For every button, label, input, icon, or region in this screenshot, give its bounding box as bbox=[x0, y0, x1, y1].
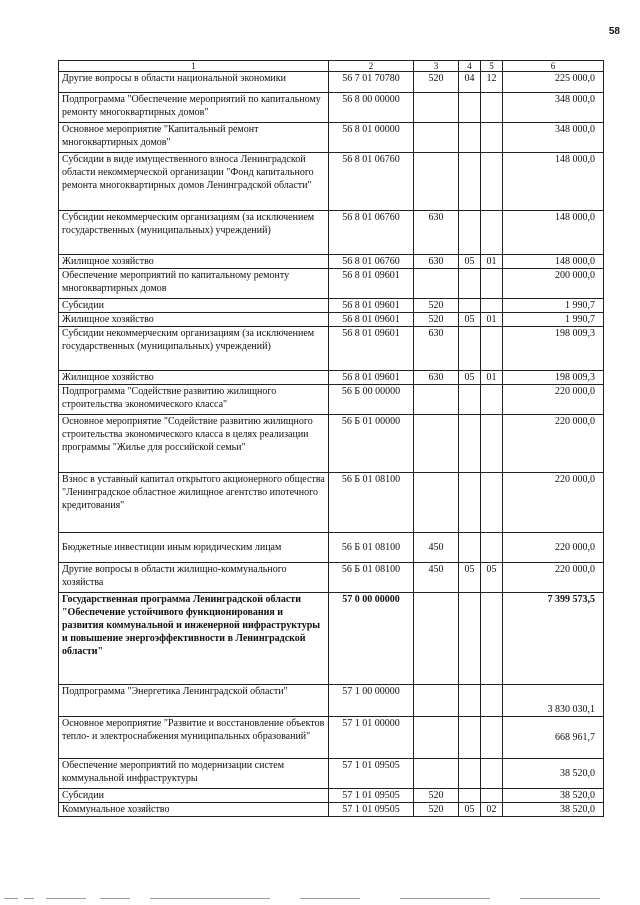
row-code: 56 8 01 09601 bbox=[329, 313, 414, 327]
row-code: 56 8 00 00000 bbox=[329, 93, 414, 123]
scan-mark bbox=[520, 898, 600, 899]
row-sum: 198 009,3 bbox=[503, 327, 604, 371]
row-expense-type: 520 bbox=[414, 313, 459, 327]
row-expense-type bbox=[414, 93, 459, 123]
table-row bbox=[59, 269, 604, 299]
table-row bbox=[59, 415, 604, 473]
row-subsection bbox=[481, 759, 503, 789]
table-row bbox=[59, 255, 604, 269]
row-sum: 220 000,0 bbox=[503, 415, 604, 473]
row-name: Субсидии bbox=[59, 299, 329, 313]
row-section bbox=[459, 123, 481, 153]
row-section bbox=[459, 415, 481, 473]
row-sum: 200 000,0 bbox=[503, 269, 604, 299]
row-code: 56 Б 00 00000 bbox=[329, 385, 414, 415]
header-cell: 3 bbox=[414, 61, 459, 72]
row-subsection bbox=[481, 385, 503, 415]
row-code: 56 Б 01 08100 bbox=[329, 533, 414, 563]
row-code: 56 Б 01 08100 bbox=[329, 563, 414, 593]
row-section bbox=[459, 759, 481, 789]
row-expense-type: 520 bbox=[414, 803, 459, 817]
row-expense-type: 630 bbox=[414, 255, 459, 269]
row-name: Подпрограмма "Содействие развитию жилищного строительства экономического класса" bbox=[59, 385, 329, 415]
row-sum: 3 830 030,1 bbox=[503, 685, 604, 717]
row-expense-type: 520 bbox=[414, 72, 459, 93]
row-section bbox=[459, 593, 481, 685]
row-code: 56 7 01 70780 bbox=[329, 72, 414, 93]
row-subsection bbox=[481, 593, 503, 685]
row-code: 56 Б 01 00000 bbox=[329, 415, 414, 473]
page-number: 58 bbox=[608, 26, 620, 37]
scan-mark bbox=[300, 898, 360, 899]
row-sum: 1 990,7 bbox=[503, 299, 604, 313]
row-name: Бюджетные инвестиции иным юридическим лицам bbox=[59, 533, 329, 563]
row-code: 56 8 01 09601 bbox=[329, 371, 414, 385]
row-code: 56 8 01 06760 bbox=[329, 211, 414, 255]
row-code: 57 1 00 00000 bbox=[329, 685, 414, 717]
row-section bbox=[459, 685, 481, 717]
row-subsection bbox=[481, 533, 503, 563]
row-sum: 38 520,0 bbox=[503, 759, 604, 789]
scan-mark bbox=[100, 898, 130, 899]
row-expense-type: 630 bbox=[414, 211, 459, 255]
row-name: Основное мероприятие "Капитальный ремонт многоквартирных домов" bbox=[59, 123, 329, 153]
row-code: 57 1 01 00000 bbox=[329, 717, 414, 759]
scan-mark bbox=[400, 898, 490, 899]
row-expense-type bbox=[414, 593, 459, 685]
row-sum: 225 000,0 bbox=[503, 72, 604, 93]
row-sum: 220 000,0 bbox=[503, 473, 604, 533]
row-name: Другие вопросы в области национальной экономики bbox=[59, 72, 329, 93]
row-name: Обеспечение мероприятий по модернизации систем коммунальной инфраструктуры bbox=[59, 759, 329, 789]
row-code: 57 1 01 09505 bbox=[329, 789, 414, 803]
row-sum: 220 000,0 bbox=[503, 385, 604, 415]
row-section bbox=[459, 153, 481, 211]
row-sum: 38 520,0 bbox=[503, 789, 604, 803]
row-subsection bbox=[481, 123, 503, 153]
row-expense-type bbox=[414, 415, 459, 473]
row-expense-type bbox=[414, 153, 459, 211]
table-row bbox=[59, 803, 604, 817]
header-cell: 6 bbox=[503, 61, 604, 72]
row-code: 56 8 01 09601 bbox=[329, 327, 414, 371]
scan-mark bbox=[150, 898, 270, 899]
row-sum: 38 520,0 bbox=[503, 803, 604, 817]
row-subsection bbox=[481, 327, 503, 371]
row-code: 57 0 00 00000 bbox=[329, 593, 414, 685]
row-sum: 220 000,0 bbox=[503, 533, 604, 563]
row-code: 56 8 01 09601 bbox=[329, 269, 414, 299]
scan-mark bbox=[24, 898, 34, 899]
table-row bbox=[59, 123, 604, 153]
row-sum: 348 000,0 bbox=[503, 123, 604, 153]
row-subsection bbox=[481, 299, 503, 313]
table-row bbox=[59, 211, 604, 255]
table-row bbox=[59, 93, 604, 123]
row-subsection bbox=[481, 269, 503, 299]
header-cell: 4 bbox=[459, 61, 481, 72]
row-sum: 348 000,0 bbox=[503, 93, 604, 123]
row-expense-type bbox=[414, 269, 459, 299]
row-code: 57 1 01 09505 bbox=[329, 759, 414, 789]
row-section: 04 bbox=[459, 72, 481, 93]
row-sum: 220 000,0 bbox=[503, 563, 604, 593]
row-subsection: 01 bbox=[481, 313, 503, 327]
budget-table bbox=[58, 60, 604, 817]
row-subsection bbox=[481, 93, 503, 123]
row-expense-type: 450 bbox=[414, 533, 459, 563]
row-name: Жилищное хозяйство bbox=[59, 371, 329, 385]
row-subsection: 01 bbox=[481, 255, 503, 269]
row-sum: 198 009,3 bbox=[503, 371, 604, 385]
row-expense-type bbox=[414, 685, 459, 717]
row-name: Подпрограмма "Обеспечение мероприятий по капитальному ремонту многоквартирных домов" bbox=[59, 93, 329, 123]
table-header-row bbox=[59, 61, 604, 72]
table-row bbox=[59, 385, 604, 415]
row-section bbox=[459, 211, 481, 255]
row-name: Субсидии некоммерческим организациям (за исключением государственных (муниципальных) учреждений) bbox=[59, 327, 329, 371]
table-row bbox=[59, 72, 604, 93]
row-section: 05 bbox=[459, 563, 481, 593]
row-subsection bbox=[481, 211, 503, 255]
row-sum: 1 990,7 bbox=[503, 313, 604, 327]
row-name: Подпрограмма "Энергетика Ленинградской области" bbox=[59, 685, 329, 717]
row-section bbox=[459, 299, 481, 313]
row-section bbox=[459, 385, 481, 415]
table-row bbox=[59, 153, 604, 211]
row-code: 56 8 01 06760 bbox=[329, 255, 414, 269]
table-row bbox=[59, 685, 604, 717]
row-subsection bbox=[481, 789, 503, 803]
table-row bbox=[59, 371, 604, 385]
row-expense-type: 450 bbox=[414, 563, 459, 593]
row-subsection: 01 bbox=[481, 371, 503, 385]
row-name: Основное мероприятие "Содействие развитию жилищного строительства экономического класса в целях реализации программы "Жилье для российской семьи" bbox=[59, 415, 329, 473]
row-name: Жилищное хозяйство bbox=[59, 313, 329, 327]
row-section bbox=[459, 789, 481, 803]
row-name: Субсидии некоммерческим организациям (за исключением государственных (муниципальных) учреждений) bbox=[59, 211, 329, 255]
row-section bbox=[459, 717, 481, 759]
row-section: 05 bbox=[459, 371, 481, 385]
scan-mark bbox=[4, 898, 18, 899]
row-sum: 148 000,0 bbox=[503, 211, 604, 255]
row-name: Коммунальное хозяйство bbox=[59, 803, 329, 817]
row-subsection bbox=[481, 415, 503, 473]
row-name: Взнос в уставный капитал открытого акционерного общества "Ленинградское областное жилищное агентство ипотечного кредитования" bbox=[59, 473, 329, 533]
row-subsection: 05 bbox=[481, 563, 503, 593]
row-sum: 148 000,0 bbox=[503, 153, 604, 211]
row-expense-type bbox=[414, 717, 459, 759]
row-expense-type bbox=[414, 759, 459, 789]
scan-edge-marks bbox=[0, 895, 640, 903]
row-expense-type bbox=[414, 385, 459, 415]
header-cell: 2 bbox=[329, 61, 414, 72]
row-section: 05 bbox=[459, 803, 481, 817]
table-row bbox=[59, 313, 604, 327]
row-code: 57 1 01 09505 bbox=[329, 803, 414, 817]
row-expense-type: 630 bbox=[414, 371, 459, 385]
row-subsection: 02 bbox=[481, 803, 503, 817]
row-section bbox=[459, 533, 481, 563]
table-row bbox=[59, 299, 604, 313]
table-row bbox=[59, 563, 604, 593]
row-name: Субсидии bbox=[59, 789, 329, 803]
row-name: Жилищное хозяйство bbox=[59, 255, 329, 269]
row-section bbox=[459, 473, 481, 533]
row-code: 56 8 01 09601 bbox=[329, 299, 414, 313]
row-code: 56 Б 01 08100 bbox=[329, 473, 414, 533]
table-row bbox=[59, 533, 604, 563]
row-expense-type: 630 bbox=[414, 327, 459, 371]
row-section bbox=[459, 93, 481, 123]
table-row bbox=[59, 327, 604, 371]
row-section bbox=[459, 327, 481, 371]
row-section: 05 bbox=[459, 255, 481, 269]
row-subsection bbox=[481, 685, 503, 717]
row-subsection bbox=[481, 473, 503, 533]
row-subsection bbox=[481, 153, 503, 211]
row-expense-type bbox=[414, 473, 459, 533]
row-name: Другие вопросы в области жилищно-коммунального хозяйства bbox=[59, 563, 329, 593]
row-section bbox=[459, 269, 481, 299]
row-sum: 148 000,0 bbox=[503, 255, 604, 269]
header-cell: 1 bbox=[59, 61, 329, 72]
row-name: Государственная программа Ленинградской области "Обеспечение устойчивого функционирования и развития коммунальной и инженерной инфраструктуры и повышение энергоэффективности в Ленинградской области" bbox=[59, 593, 329, 685]
row-expense-type bbox=[414, 123, 459, 153]
row-section: 05 bbox=[459, 313, 481, 327]
table-row bbox=[59, 759, 604, 789]
row-expense-type: 520 bbox=[414, 299, 459, 313]
header-cell: 5 bbox=[481, 61, 503, 72]
row-expense-type: 520 bbox=[414, 789, 459, 803]
row-name: Основное мероприятие "Развитие и восстановление объектов тепло- и электроснабжения муниципальных образований" bbox=[59, 717, 329, 759]
table-row bbox=[59, 593, 604, 685]
table-row bbox=[59, 717, 604, 759]
row-subsection bbox=[481, 717, 503, 759]
row-name: Субсидии в виде имущественного взноса Ленинградской области некоммерческой организации "Фонд капитального ремонта многоквартирных домов Ленинградской области" bbox=[59, 153, 329, 211]
row-code: 56 8 01 06760 bbox=[329, 153, 414, 211]
row-subsection: 12 bbox=[481, 72, 503, 93]
scan-mark bbox=[46, 898, 86, 899]
row-name: Обеспечение мероприятий по капитальному ремонту многоквартирных домов bbox=[59, 269, 329, 299]
table-row bbox=[59, 473, 604, 533]
row-sum: 7 399 573,5 bbox=[503, 593, 604, 685]
row-code: 56 8 01 00000 bbox=[329, 123, 414, 153]
row-sum: 668 961,7 bbox=[503, 717, 604, 759]
table-row bbox=[59, 789, 604, 803]
